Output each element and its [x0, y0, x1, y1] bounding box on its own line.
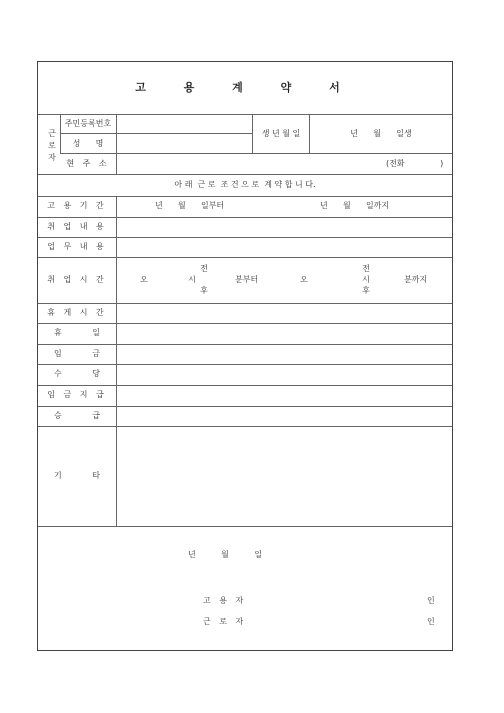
divider — [38, 385, 452, 386]
raise-label: 승 급 — [54, 411, 100, 420]
break-label: 휴 게 시 간 — [47, 308, 107, 317]
holiday-field[interactable] — [118, 325, 450, 343]
hours-am-pm-left[interactable]: 오 — [140, 275, 148, 284]
hours-am-left[interactable]: 전 — [200, 264, 208, 273]
duty-label: 업 무 내 용 — [47, 242, 107, 251]
worker-sign-label: 근 로 자 — [203, 617, 247, 626]
divider — [38, 323, 452, 324]
hours-pm-right[interactable]: 후 — [362, 286, 370, 295]
page-title: 고 용 계 약 서 — [135, 81, 357, 94]
divider — [60, 133, 252, 134]
contract-form — [37, 61, 453, 651]
period-label: 고 용 기 간 — [47, 201, 107, 210]
divider — [116, 196, 117, 526]
divider — [60, 114, 61, 154]
allowance-field[interactable] — [118, 366, 450, 384]
holiday-label: 휴 일 — [54, 328, 100, 337]
hours-am-pm-right[interactable]: 오 — [300, 275, 308, 284]
divider — [38, 237, 452, 238]
divider — [309, 114, 310, 154]
hours-hour-right: 시 — [362, 275, 370, 284]
workplace-field[interactable] — [118, 219, 450, 236]
wage-label: 임 금 — [54, 349, 100, 358]
hours-pm-left[interactable]: 후 — [200, 286, 208, 295]
worker-group-label: 근 로 자 — [48, 129, 56, 162]
divider — [38, 344, 452, 345]
intro-text: 아 래 근 로 조 건 으 로 계 약 합 니 다. — [174, 180, 316, 189]
period-from[interactable]: 년 월 일부터 — [155, 201, 225, 210]
hours-to: 분까지 — [404, 275, 428, 284]
employer-seal: 인 — [427, 596, 435, 605]
divider — [38, 196, 452, 197]
contract-date[interactable]: 년 월 일 — [188, 550, 263, 559]
name-label: 성 명 — [72, 139, 104, 148]
birth-date-value[interactable]: 년 월 일생 — [350, 129, 412, 138]
id-number-field[interactable] — [118, 116, 251, 132]
workplace-label: 취 업 내 용 — [47, 222, 107, 231]
raise-field[interactable] — [118, 408, 450, 425]
divider — [38, 526, 452, 527]
divider — [38, 114, 452, 115]
break-field[interactable] — [118, 305, 450, 322]
hours-hour-left: 시 — [188, 275, 196, 284]
hours-label: 취 업 시 간 — [47, 275, 107, 284]
divider — [252, 114, 253, 154]
birth-date-label: 생 년 월 일 — [261, 129, 301, 138]
phone-label[interactable]: (전화 ) — [386, 159, 444, 168]
wage-field[interactable] — [118, 346, 450, 363]
divider — [38, 426, 452, 427]
duty-field[interactable] — [118, 239, 450, 256]
allowance-label: 수 당 — [54, 369, 100, 378]
divider — [38, 303, 452, 304]
payment-label: 임 금 지 급 — [47, 390, 107, 399]
payment-field[interactable] — [118, 387, 450, 405]
divider — [38, 174, 452, 175]
hours-am-right[interactable]: 전 — [362, 264, 370, 273]
hours-from: 분부터 — [235, 275, 259, 284]
id-number-label: 주민등록번호 — [64, 119, 112, 128]
divider — [38, 217, 452, 218]
divider — [60, 153, 452, 154]
address-field[interactable] — [118, 155, 418, 173]
employer-label: 고 용 자 — [203, 596, 247, 605]
divider — [38, 257, 452, 258]
period-to[interactable]: 년 월 일까지 — [320, 201, 390, 210]
divider — [116, 153, 117, 174]
divider — [116, 114, 117, 154]
divider — [38, 364, 452, 365]
address-label: 현 주 소 — [66, 159, 110, 168]
other-field[interactable] — [118, 428, 450, 525]
worker-seal: 인 — [427, 617, 435, 626]
other-label: 기 타 — [54, 471, 100, 480]
name-field[interactable] — [118, 135, 251, 152]
divider — [38, 406, 452, 407]
